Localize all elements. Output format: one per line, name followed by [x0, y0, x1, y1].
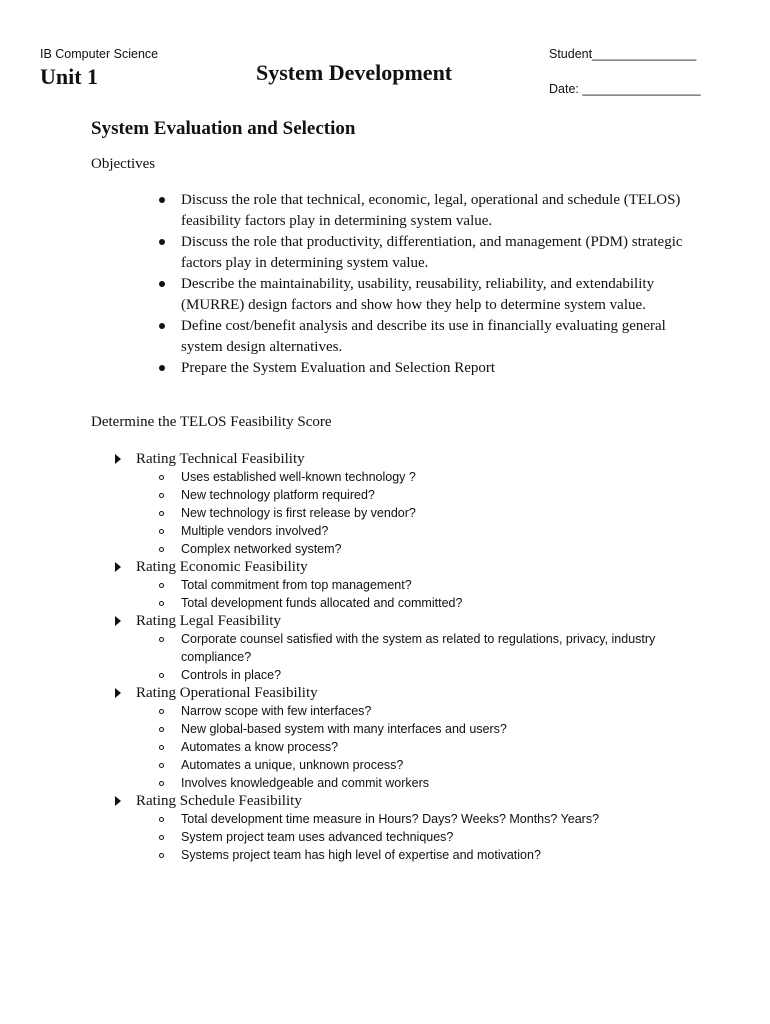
objective-item: Discuss the role that technical, economic, legal, operational and schedule (TELOS) feasibility factors play in determining system value. — [181, 190, 701, 232]
triangle-bullet-icon — [115, 688, 121, 698]
unit-label: Unit 1 — [40, 64, 99, 89]
objective-item: Define cost/benefit analysis and describe its use in financially evaluating general system design alternatives. — [181, 316, 701, 358]
criteria-item: Involves knowledgeable and commit workers — [181, 774, 712, 792]
page-title: System Development — [256, 60, 453, 85]
course-name: IB Computer Science — [40, 47, 159, 61]
criteria-item: Uses established well-known technology ? — [181, 468, 712, 486]
objectives-list — [181, 190, 701, 379]
category-label: Rating Technical Feasibility — [136, 451, 305, 467]
telos-category-economic — [112, 558, 712, 612]
date-field: Date: _________________ — [549, 82, 701, 96]
criteria-item: Automates a unique, unknown process? — [181, 756, 712, 774]
student-field: Student_______________ — [549, 47, 697, 61]
criteria-item: Narrow scope with few interfaces? — [181, 702, 712, 720]
criteria-item: Automates a know process? — [181, 738, 712, 756]
objective-item: Discuss the role that productivity, differentiation, and management (PDM) strategic factors play in determining system value. — [181, 232, 701, 274]
triangle-bullet-icon — [115, 454, 121, 464]
telos-category-legal — [112, 612, 712, 684]
category-label: Rating Legal Feasibility — [136, 613, 281, 629]
category-label: Rating Economic Feasibility — [136, 559, 308, 575]
criteria-item: Total commitment from top management? — [181, 576, 712, 594]
criteria-item: Multiple vendors involved? — [181, 522, 712, 540]
triangle-bullet-icon — [115, 562, 121, 572]
objective-item: Describe the maintainability, usability, reusability, reliability, and extendability (MURRE) design factors and show how they help to determine system value. — [181, 274, 701, 316]
criteria-item: New global-based system with many interfaces and users? — [181, 720, 712, 738]
section-title: System Evaluation and Selection — [91, 118, 356, 139]
telos-category-operational — [112, 684, 712, 792]
telos-category-schedule — [112, 792, 712, 864]
objectives-label: Objectives — [91, 156, 156, 172]
criteria-item: Systems project team has high level of expertise and motivation? — [181, 846, 712, 864]
objective-item: Prepare the System Evaluation and Selection Report — [181, 358, 701, 379]
triangle-bullet-icon — [115, 616, 121, 626]
criteria-item: Controls in place? — [181, 666, 712, 684]
triangle-bullet-icon — [115, 796, 121, 806]
criteria-item: Total development time measure in Hours? Days? Weeks? Months? Years? — [181, 810, 712, 828]
criteria-item: New technology is first release by vendor? — [181, 504, 712, 522]
criteria-item: Complex networked system? — [181, 540, 712, 558]
criteria-item: System project team uses advanced techniques? — [181, 828, 712, 846]
telos-category-technical — [112, 450, 712, 558]
category-label: Rating Schedule Feasibility — [136, 793, 302, 809]
telos-list — [112, 450, 712, 864]
criteria-item: Corporate counsel satisfied with the system as related to regulations, privacy, industry compliance? — [181, 630, 676, 666]
criteria-item: New technology platform required? — [181, 486, 712, 504]
category-label: Rating Operational Feasibility — [136, 685, 318, 701]
telos-heading: Determine the TELOS Feasibility Score — [91, 414, 332, 430]
criteria-item: Total development funds allocated and committed? — [181, 594, 712, 612]
